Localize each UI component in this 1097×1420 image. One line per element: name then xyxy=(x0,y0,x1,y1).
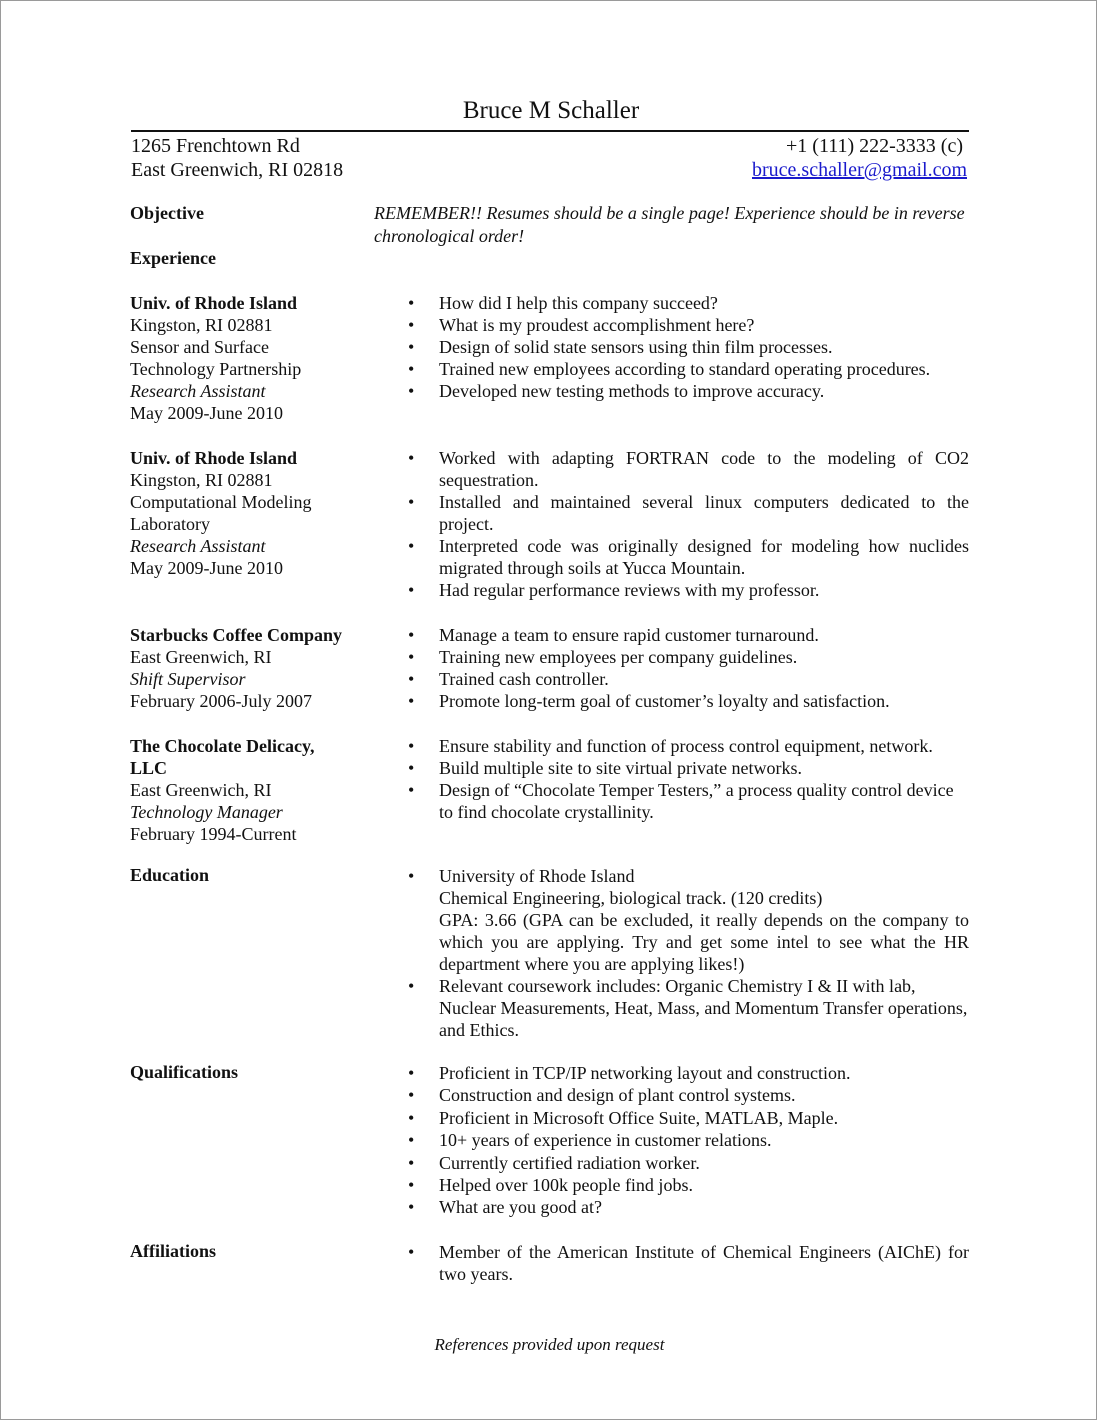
list-item: • What are you good at? xyxy=(439,1196,969,1218)
objective-text: REMEMBER!! Resumes should be a single page! Experience should be in reverse chronological order! xyxy=(374,203,965,246)
job-2-details xyxy=(130,447,312,579)
education-heading: Education xyxy=(130,865,210,885)
job-2-line: Computational Modeling xyxy=(130,492,312,512)
list-item: • Had regular performance reviews with my professor. xyxy=(439,579,969,601)
job-4-bullets xyxy=(439,735,969,823)
list-item: • Proficient in Microsoft Office Suite, MATLAB, Maple. xyxy=(439,1107,969,1129)
job-2-line: Laboratory xyxy=(130,514,210,534)
header-divider xyxy=(131,130,969,132)
list-item: • Promote long-term goal of customer’s loyalty and satisfaction. xyxy=(439,690,969,712)
job-1-bullets xyxy=(439,292,969,402)
phone-number: +1 (111) 222-3333 (c) xyxy=(786,135,963,157)
resume-name: Bruce M Schaller xyxy=(462,97,640,124)
job-4-title: Technology Manager xyxy=(130,802,283,822)
job-3-org: Starbucks Coffee Company xyxy=(130,625,343,645)
job-1-org: Univ. of Rhode Island xyxy=(130,293,298,313)
list-item: • Design of solid state sensors using thin film processes. xyxy=(439,336,969,358)
job-4-line: East Greenwich, RI xyxy=(130,780,272,800)
job-1-line: Technology Partnership xyxy=(130,359,302,379)
education-gpa: GPA: 3.66 (GPA can be excluded, it really depends on the company to which you are applying. Try and get some intel to see what the HR department where you are applying likes!) xyxy=(439,910,969,974)
list-item: • 10+ years of experience in customer relations. xyxy=(439,1129,969,1151)
education-degree: Chemical Engineering, biological track. (120 credits) xyxy=(439,888,823,908)
education-school: • University of Rhode Island xyxy=(439,866,635,886)
job-4-details xyxy=(130,735,314,845)
affiliations-bullets xyxy=(439,1241,969,1285)
job-1-title: Research Assistant xyxy=(130,381,266,401)
address-line-1: 1265 Frenchtown Rd xyxy=(131,135,300,157)
list-item: • Relevant coursework includes: Organic Chemistry I & II with lab, Nuclear Measurements, Heat, Mass, and Momentum Transfer operations, and Ethics. xyxy=(439,975,969,1041)
job-3-title: Shift Supervisor xyxy=(130,669,246,689)
job-3-dates: February 2006-July 2007 xyxy=(130,691,312,711)
list-item: • Proficient in TCP/IP networking layout and construction. xyxy=(439,1062,969,1084)
job-2-org: Univ. of Rhode Island xyxy=(130,448,298,468)
list-item: • Developed new testing methods to improve accuracy. xyxy=(439,380,969,402)
affiliations-heading: Affiliations xyxy=(130,1241,217,1261)
job-2-bullets xyxy=(439,447,969,601)
job-4-dates: February 1994-Current xyxy=(130,824,297,844)
email-link[interactable]: bruce.schaller@gmail.com xyxy=(752,159,967,181)
list-item xyxy=(439,865,969,975)
job-2-line: Kingston, RI 02881 xyxy=(130,470,273,490)
education-bullets xyxy=(439,865,969,1041)
list-item: • Installed and maintained several linux computers dedicated to the project. xyxy=(439,491,969,535)
list-item: • Ensure stability and function of process control equipment, network. xyxy=(439,735,969,757)
list-item: • How did I help this company succeed? xyxy=(439,292,969,314)
objective-heading: Objective xyxy=(130,203,204,223)
job-3-bullets xyxy=(439,624,969,712)
job-2-dates: May 2009-June 2010 xyxy=(130,558,283,578)
job-1-line: Kingston, RI 02881 xyxy=(130,315,273,335)
job-3-line: East Greenwich, RI xyxy=(130,647,272,667)
list-item: • Trained cash controller. xyxy=(439,668,969,690)
job-1-line: Sensor and Surface xyxy=(130,337,269,357)
qualifications-heading: Qualifications xyxy=(130,1062,239,1082)
list-item: • Worked with adapting FORTRAN code to the modeling of CO2 sequestration. xyxy=(439,447,969,491)
list-item: • Helped over 100k people find jobs. xyxy=(439,1174,969,1196)
job-1-details xyxy=(130,292,301,424)
qualifications-bullets xyxy=(439,1062,969,1219)
list-item: • Design of “Chocolate Temper Testers,” a process quality control device to find chocolate crystallinity. xyxy=(439,779,969,823)
job-2-title: Research Assistant xyxy=(130,536,266,556)
list-item: • Member of the American Institute of Chemical Engineers (AIChE) for two years. xyxy=(439,1241,969,1285)
list-item: • Training new employees per company guidelines. xyxy=(439,646,969,668)
experience-heading: Experience xyxy=(130,248,216,268)
job-3-details xyxy=(130,624,342,712)
list-item: • What is my proudest accomplishment here? xyxy=(439,314,969,336)
list-item: • Trained new employees according to standard operating procedures. xyxy=(439,358,969,380)
address-line-2: East Greenwich, RI 02818 xyxy=(131,159,344,181)
job-1-dates: May 2009-June 2010 xyxy=(130,403,283,423)
references-note: References provided upon request xyxy=(434,1335,665,1354)
list-item: • Currently certified radiation worker. xyxy=(439,1152,969,1174)
list-item: • Construction and design of plant control systems. xyxy=(439,1084,969,1106)
job-4-org-line-2: LLC xyxy=(130,758,168,778)
list-item: • Build multiple site to site virtual private networks. xyxy=(439,757,969,779)
list-item: • Manage a team to ensure rapid customer turnaround. xyxy=(439,624,969,646)
list-item: • Interpreted code was originally designed for modeling how nuclides migrated through soils at Yucca Mountain. xyxy=(439,535,969,579)
job-4-org-line-1: The Chocolate Delicacy, xyxy=(130,736,315,756)
